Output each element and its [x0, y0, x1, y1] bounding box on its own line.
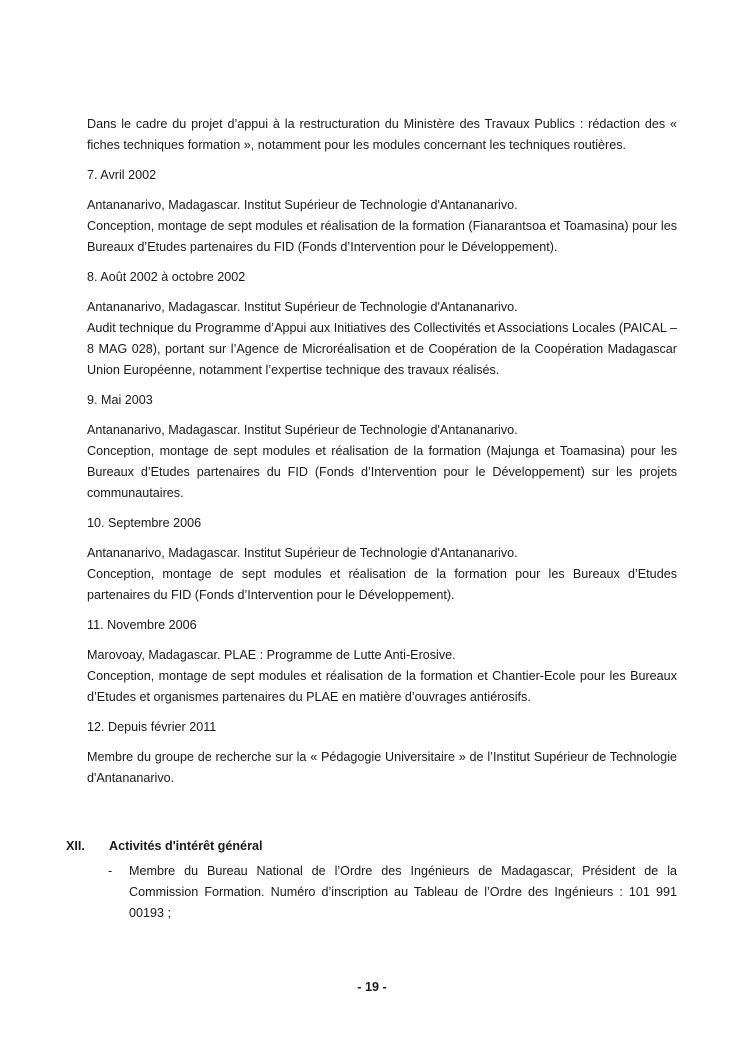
- entry-description-11: Conception, montage de sept modules et réalisation de la formation et Chantier-Ecole pour les Bureaux d’Etudes et organismes partenaires du PLAE en matière d’ouvrages antiérosifs.: [87, 669, 677, 704]
- bullet-text: Membre du Bureau National de l’Ordre des Ingénieurs de Madagascar, Président de la Commission Formation. Numéro d’inscription au Tableau de l’Ordre des Ingénieurs : 101 991 00193 ;: [129, 864, 677, 920]
- page-content: [87, 114, 677, 798]
- entry-date-11: 11. Novembre 2006: [87, 618, 197, 632]
- entry-description-7: Conception, montage de sept modules et réalisation de la formation (Fianarantsoa et Toamasina) pour les Bureaux d’Etudes partenaires du FID (Fonds d’Intervention pour le Développement).: [87, 219, 677, 254]
- entry-location-9: Antananarivo, Madagascar. Institut Supérieur de Technologie d'Antananarivo.: [87, 423, 518, 437]
- section-activites: [66, 836, 677, 924]
- entry-description-10: Conception, montage de sept modules et réalisation de la formation pour les Bureaux d’Etudes partenaires du FID (Fonds d’Intervention pour le Développement).: [87, 567, 677, 602]
- entry-block-8: [87, 297, 677, 381]
- entry-location-8: Antananarivo, Madagascar. Institut Supérieur de Technologie d'Antananarivo.: [87, 300, 518, 314]
- section-title: Activités d'intérêt général: [109, 839, 263, 853]
- bullet-item: [108, 861, 677, 924]
- entry-block-12: [87, 747, 677, 789]
- entry-date-9: 9. Mai 2003: [87, 393, 153, 407]
- entry-block-11: [87, 645, 677, 708]
- section-number: XII.: [66, 839, 85, 853]
- entry-date-10: 10. Septembre 2006: [87, 516, 202, 530]
- bullet-dash-icon: -: [108, 864, 113, 878]
- entry-date-7: 7. Avril 2002: [87, 168, 157, 182]
- intro-paragraph: Dans le cadre du projet d’appui à la restructuration du Ministère des Travaux Publics : rédaction des « fiches techniques formation », notamment pour les modules concernant les techniques routières.: [87, 117, 677, 152]
- entry-description-12: Membre du groupe de recherche sur la « Pédagogie Universitaire » de l’Institut Supérieur de Technologie d'Antananarivo.: [87, 750, 677, 785]
- entry-block-10: [87, 543, 677, 606]
- entry-date-12: 12. Depuis février 2011: [87, 720, 217, 734]
- entry-block-9: [87, 420, 677, 504]
- entry-location-10: Antananarivo, Madagascar. Institut Supérieur de Technologie d'Antananarivo.: [87, 546, 518, 560]
- page-number: - 19 -: [357, 980, 387, 994]
- entry-block-7: [87, 195, 677, 258]
- entry-description-9: Conception, montage de sept modules et réalisation de la formation (Majunga et Toamasina) pour les Bureaux d’Etudes partenaires du FID (Fonds d’Intervention pour le Développement) sur les projets communautaires.: [87, 444, 677, 500]
- entry-date-8: 8. Août 2002 à octobre 2002: [87, 270, 246, 284]
- entry-location-7: Antananarivo, Madagascar. Institut Supérieur de Technologie d'Antananarivo.: [87, 198, 518, 212]
- section-heading: [66, 836, 677, 857]
- entry-description-8: Audit technique du Programme d’Appui aux Initiatives des Collectivités et Associations Locales (PAICAL – 8 MAG 028), portant sur l’Agence de Microréalisation et de Coopération de la Coopération Madagascar Union Européenne, notamment l’expertise technique des travaux réalisés.: [87, 321, 677, 377]
- entry-location-11: Marovoay, Madagascar. PLAE : Programme de Lutte Anti-Erosive.: [87, 648, 456, 662]
